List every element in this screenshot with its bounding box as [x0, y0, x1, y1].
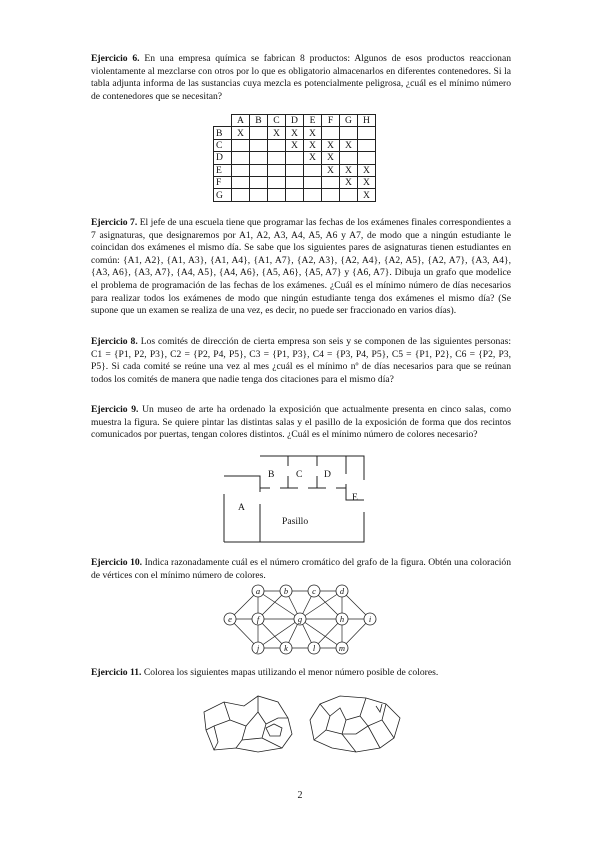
map-left-border-6: [262, 738, 282, 748]
table-cell: [340, 152, 358, 164]
table-cell: X: [322, 139, 340, 151]
exercise-11-label: Ejercicio 11.: [91, 667, 142, 678]
table-cell: [286, 164, 304, 176]
table-cell: X: [232, 127, 250, 139]
exercise-6-text: En una empresa química se fabrican 8 productos: Algunos de esos productos reaccionan violentamente al mezclarse con otros por lo que es obligatorio almacenarlos en diferentes contenedores. Si la tabla adjunta informa de las sustancias cuya mezcla es potencialmente peligrosa, ¿cuál es el mínimo número de contenedores que se necesitan?: [91, 53, 511, 102]
table-row: [214, 189, 376, 201]
map-left: [204, 696, 292, 752]
column-header: B: [250, 115, 268, 127]
map-left-border-3: [236, 726, 246, 748]
exercise-8: [91, 336, 511, 386]
table-cell: [232, 139, 250, 151]
table-cell: X: [304, 127, 322, 139]
exercise-7-text: El jefe de una escuela tiene que programar las fechas de los exámenes finales correspondientes a 7 asignaturas, que designaremos por A1, A2, A3, A4, A5, A6 y A7, de modo que a ningún estudiante le coincidan dos exámenes el mismo día. Se sabe que los siguientes pares de asignaturas tienen estudiantes en común: {A1, A2}, {A1, A3}, {A1, A4}, {A1, A7}, {A2, A3}, {A2, A4}, {A2, A5}, {A2, A7}, {A3, A4}, {A3, A6}, {A3, A7}, {A4, A5}, {A4, A6}, {A5, A6}, {A5, A7} y {A6, A7}. Dibuja un grafo que modelice el problema de programación de las fechas de los exámenes. ¿Cuál es el mínimo número de días necesarios para realizar todos los exámenes de modo que ningún estudiante tenga dos exámenes el mismo día? (Se supone que un examen se realiza de una vez, es decir, no puede ser fraccionado en varios días).: [91, 217, 511, 317]
table-cell: [232, 152, 250, 164]
row-header: C: [214, 139, 232, 151]
map-right-border-2: [314, 716, 330, 740]
table-cell: [358, 139, 376, 151]
table-cell: X: [286, 127, 304, 139]
map-right-outline: [310, 696, 400, 752]
table-cell: [304, 189, 322, 201]
table-cell: [268, 139, 286, 151]
table-row: [214, 139, 376, 151]
row-header: D: [214, 152, 232, 164]
table-cell: [232, 189, 250, 201]
column-header: D: [286, 115, 304, 127]
table-cell: X: [304, 152, 322, 164]
table-cell: [250, 127, 268, 139]
map-right-border-4: [342, 734, 356, 752]
page-number: 2: [297, 790, 303, 801]
exercise-11-text: Colorea los siguientes mapas utilizando el menor número posible de colores.: [143, 667, 439, 678]
room-label-d: D: [324, 469, 331, 480]
map-right-border-7: [382, 720, 394, 738]
table-cell: [268, 152, 286, 164]
map-right: [310, 696, 400, 752]
exercise-8-label: Ejercicio 8.: [91, 336, 138, 347]
graph-edge-g-d: [300, 591, 342, 619]
graph-edge-g-a: [258, 591, 300, 619]
column-header: C: [268, 115, 286, 127]
room-label-e: E: [352, 492, 358, 503]
maps-figure: [196, 690, 406, 760]
graph-vertex-label-b: b: [283, 586, 289, 596]
exercise-6-label: Ejercicio 6.: [91, 53, 140, 64]
map-right-border-3: [326, 720, 346, 734]
room-label-b: B: [268, 469, 275, 480]
room-label-pasillo: Pasillo: [282, 516, 309, 527]
exercise-10-label: Ejercicio 10.: [91, 557, 143, 568]
table-cell: [232, 164, 250, 176]
map-right-border-8: [368, 726, 380, 748]
table-cell: X: [340, 164, 358, 176]
column-header: G: [340, 115, 358, 127]
graph-vertex-label-k: k: [284, 643, 288, 653]
table-cell: [286, 176, 304, 188]
table-cell: [268, 164, 286, 176]
graph-figure: [218, 582, 383, 662]
exercise-11: [91, 667, 511, 680]
table-row: [214, 127, 376, 139]
exercise-7: [91, 217, 511, 318]
table-cell: [304, 176, 322, 188]
exercise-6: [91, 53, 511, 103]
table-row: [214, 152, 376, 164]
table-cell: X: [268, 127, 286, 139]
room-label-a: A: [238, 502, 245, 513]
graph-vertex-label-e: e: [228, 614, 232, 624]
table-cell: X: [322, 164, 340, 176]
plan-wall-b-left: [238, 476, 260, 492]
table-row: [214, 164, 376, 176]
row-header: E: [214, 164, 232, 176]
table-cell: [286, 152, 304, 164]
table-cell: [268, 189, 286, 201]
column-header: F: [322, 115, 340, 127]
table-cell: [322, 189, 340, 201]
column-header: A: [232, 115, 250, 127]
table-cell: [250, 176, 268, 188]
exercise-9-label: Ejercicio 9.: [91, 404, 139, 415]
table-cell: X: [358, 164, 376, 176]
graph-vertex-label-d: d: [339, 586, 345, 596]
exercise-8-text: Los comités de dirección de cierta empresa son seis y se componen de las siguientes personas: C1 = {P1, P2, P3}, C2 = {P2, P4, P5}, C3 = {P1, P3}, C4 = {P3, P4, P5}, C5 = {P1, P2}, C6 = {P2, P3, P5}. Si cada comité se reúne una vez al mes ¿cuál es el mínimo nº de días necesarios para que se reúnan todos los comités de manera que nadie tenga dos citaciones para el mismo día?: [91, 336, 511, 385]
exercise-10-text: Indica razonadamente cuál es el número cromático del grafo de la figura. Obtén una coloración de vértices con el mínimo número de colores.: [91, 557, 511, 581]
table-corner: [214, 115, 232, 127]
table-cell: [322, 127, 340, 139]
graph-edge-g-j: [258, 619, 300, 648]
table-cell: [250, 152, 268, 164]
map-left-hexagon: [266, 724, 282, 736]
map-left-border-1: [206, 702, 230, 730]
table-cell: X: [304, 139, 322, 151]
row-header: F: [214, 176, 232, 188]
room-label-c: C: [296, 469, 303, 480]
table-cell: X: [286, 139, 304, 151]
graph-vertex-label-i: i: [368, 614, 372, 624]
table-cell: [250, 164, 268, 176]
exercise-9-text: Un museo de arte ha ordenado la exposición que actualmente presenta en cinco salas, como muestra la figura. Se quiere pintar las distintas salas y el pasillo de la exposición de forma que dos recintos comunicados por puertas, tengan colores distintos. ¿Cuál es el mínimo número de colores necesario?: [91, 404, 511, 441]
row-header: B: [214, 127, 232, 139]
table-cell: X: [340, 176, 358, 188]
graph-vertex-label-g: g: [297, 614, 303, 624]
exercise-7-label: Ejercicio 7.: [91, 217, 138, 228]
table-cell: X: [340, 139, 358, 151]
column-header: H: [358, 115, 376, 127]
graph-edge-g-m: [300, 619, 342, 648]
table-cell: [322, 176, 340, 188]
table-cell: X: [358, 176, 376, 188]
column-header: E: [304, 115, 322, 127]
table-cell: [286, 189, 304, 201]
map-left-border-5: [266, 718, 288, 724]
graph-vertex-label-c: c: [312, 586, 316, 596]
table-cell: [358, 127, 376, 139]
map-right-small-region: [376, 704, 382, 712]
graph-vertex-label-j: j: [256, 643, 260, 653]
table-cell: [340, 189, 358, 201]
table-cell: X: [322, 152, 340, 164]
graph-vertex-label-f: f: [256, 614, 260, 624]
museum-floorplan: [222, 454, 382, 546]
table-cell: [268, 176, 286, 188]
exercise-10: [91, 557, 511, 582]
map-left-border-7: [214, 726, 218, 750]
table-cell: [250, 139, 268, 151]
graph-vertex-label-m: m: [338, 643, 346, 653]
table-cell: [250, 189, 268, 201]
graph-vertex-label-l: l: [312, 643, 316, 653]
row-header: G: [214, 189, 232, 201]
table-cell: [232, 176, 250, 188]
plan-wall-top: [260, 456, 364, 480]
table-cell: [340, 127, 358, 139]
graph-vertex-label-h: h: [339, 614, 345, 624]
table-cell: [304, 164, 322, 176]
map-right-border-5: [342, 716, 368, 734]
map-left-border-2: [230, 696, 258, 726]
hazard-table: [213, 114, 376, 202]
table-cell: X: [358, 189, 376, 201]
graph-vertex-label-a: a: [255, 586, 261, 596]
table-cell: [358, 152, 376, 164]
table-row: [214, 176, 376, 188]
exercise-9: [91, 404, 511, 442]
